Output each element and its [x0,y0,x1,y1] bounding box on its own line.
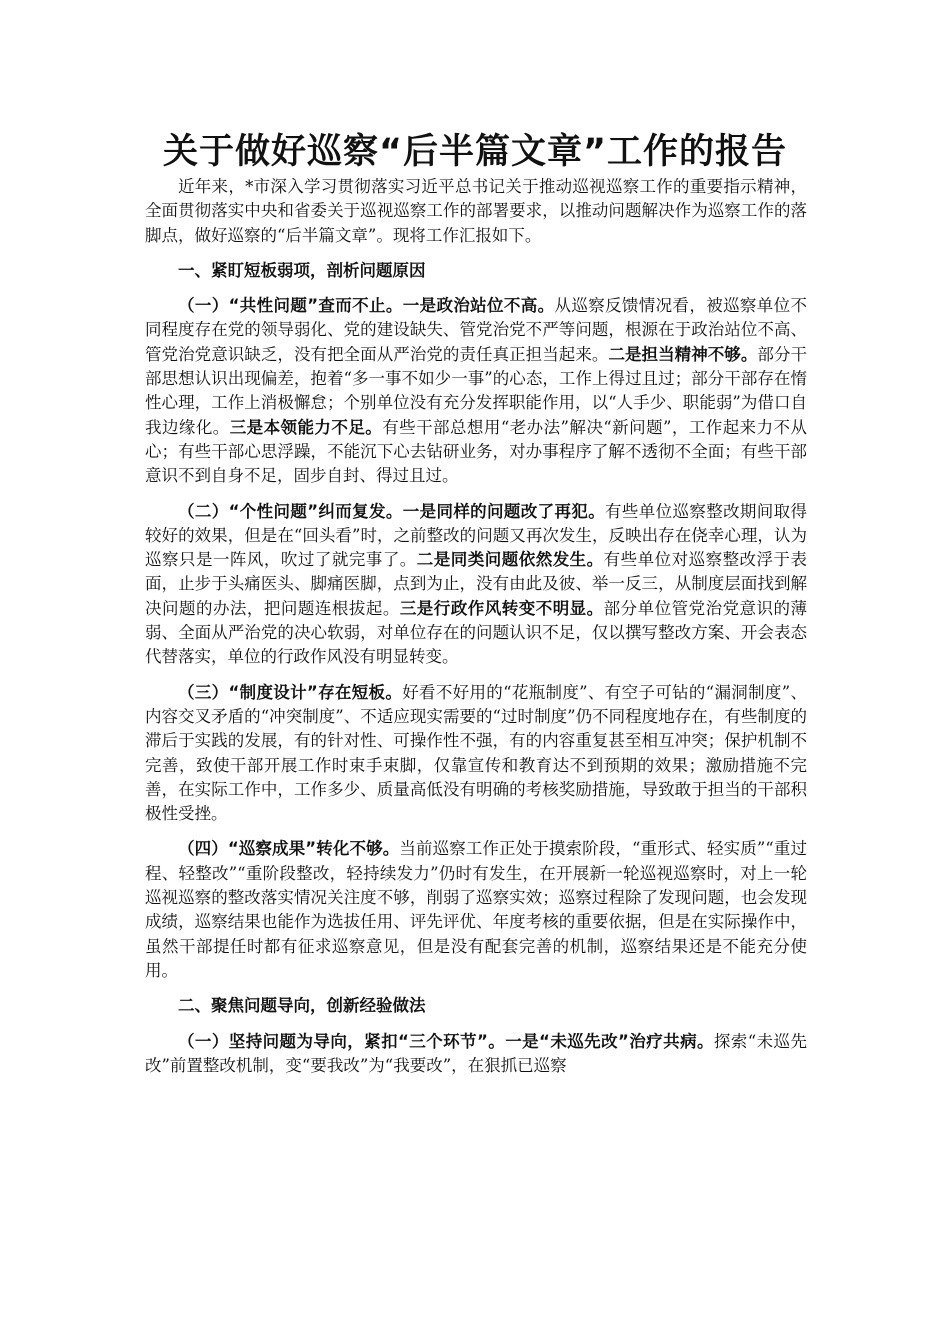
point-heading: 二是担当精神不够。 [608,344,758,364]
point-text: 部分单位管党治党意识的薄弱、全面从严治党的决心软弱，对单位存在的问题认识不足，仅以撰写整改方案、开会表态代替落实，单位的行政作风没有明显转变。 [145,598,808,667]
point-text: 有些单位巡察整改期间取得较好的效果，但是在“回头看”时，之前整改的问题又再次发生，反映出存在侥幸心理，认为巡察只是一阵风，吹过了就完事了。 [145,501,807,570]
point-heading: 二是同类问题依然发生。 [416,550,604,570]
document-body [145,175,807,1078]
paragraph-lead: （一）“共性问题”查而不止。 [178,296,403,316]
point-text: 探索“未巡先改”前置整改机制，变“要我改”为“我要改”，在狠抓已巡察 [145,1031,807,1075]
point-text: 有些干部总想用“老办法”解决“新问题”，工作起来力不从心；有些干部心思浮躁，不能沉下心去钻研业务，对办事程序了解不透彻不全面；有些干部意识不到自身不足，固步自封、得过且过。 [145,417,807,486]
document-title: 关于做好巡察“后半篇文章”工作的报告 [162,132,787,172]
section-1-paragraph-2 [145,500,807,670]
section-2-heading: 二、聚焦问题导向，创新经验做法 [178,996,426,1016]
point-heading: 三是行政作风转变不明显。 [399,598,604,618]
point-text: 有些单位对巡察整改浮于表面，止步于头痛医头、脚痛医脚，点到为止，没有由此及彼、举一反三，从制度层面找到解决问题的办法，把问题连根拔起。 [145,550,808,618]
paragraph-lead: （二）“个性问题”纠而复发。 [178,501,403,521]
paragraph-lead: （四）“巡察成果”转化不够。 [178,839,400,859]
point-text: 部分干部思想认识出现偏差，抱着“多一事不如少一事”的心态，工作上得过且过；部分干部存在惰性心理，工作上消极懈怠；个别单位没有充分发挥职能作用，以“人手少、职能弱”为借口自我边缘化。 [145,344,808,437]
paragraph-lead: （三）“制度设计”存在短板。 [178,682,403,702]
section-1-paragraph-3 [145,681,807,827]
point-heading: 一是同样的问题改了再犯。 [402,501,606,521]
point-heading: 三是本领能力不足。 [229,417,383,437]
section-2-paragraph-1 [145,1030,807,1079]
point-heading: 一是“未巡先改”治疗共病。 [505,1031,714,1051]
section-1-paragraph-1 [145,294,807,488]
point-text: 从巡察反馈情况看，被巡察单位不同程度存在党的领导弱化、党的建设缺失、管党治党不严等问题，根源在于政治站位不高、管党治党意识缺乏，没有把全面从严治党的责任真正担当起来。 [145,296,807,364]
point-text: 好看不好用的“花瓶制度”、有空子可钻的“漏洞制度”、内容交叉矛盾的“冲突制度”、不适应现实需要的“过时制度”仍不同程度地存在，有些制度的滞后于实践的发展，有的针对性、可操作性不强，有的内容重复甚至相互冲突；保护机制不完善，致使干部开展工作时束手束脚，仅靠宣传和教育达不到预期的效果；激励措施不完善，在实际工作中，工作多少、质量高低没有明确的考核奖励措施，导致敢于担当的干部积极性受挫。 [145,682,807,824]
section-1-heading: 一、紧盯短板弱项，剖析问题原因 [178,260,426,280]
point-text: 当前巡察工作正处于摸索阶段，“重形式、轻实质”“重过程、轻整改”“重阶段整改，轻持续发力”仍时有发生，在开展新一轮巡视巡察时，对上一轮巡视巡察的整改落实情况关注度不够，削弱了巡察实效；巡察过程除了发现问题，也会发现成绩，巡察结果也能作为选拔任用、评先评优、年度考核的重要依据，但是在实际操作中，虽然干部提任时都有征求巡察意见，但是没有配套完善的机制，巡察结果还是不能充分使用。 [145,839,807,980]
point-heading: 一是政治站位不高。 [402,296,555,316]
paragraph-lead: （一）坚持问题为导向，紧扣“三个环节”。 [178,1031,506,1051]
section-1-paragraph-4 [145,837,807,983]
intro-paragraph: 近年来，*市深入学习贯彻落实习近平总书记关于推动巡视巡察工作的重要指示精神，全面贯彻落实中央和省委关于巡视巡察工作的部署要求，以推动问题解决作为巡察工作的落脚点，做好巡察的“后半篇文章”。现将工作汇报如下。 [145,177,807,245]
